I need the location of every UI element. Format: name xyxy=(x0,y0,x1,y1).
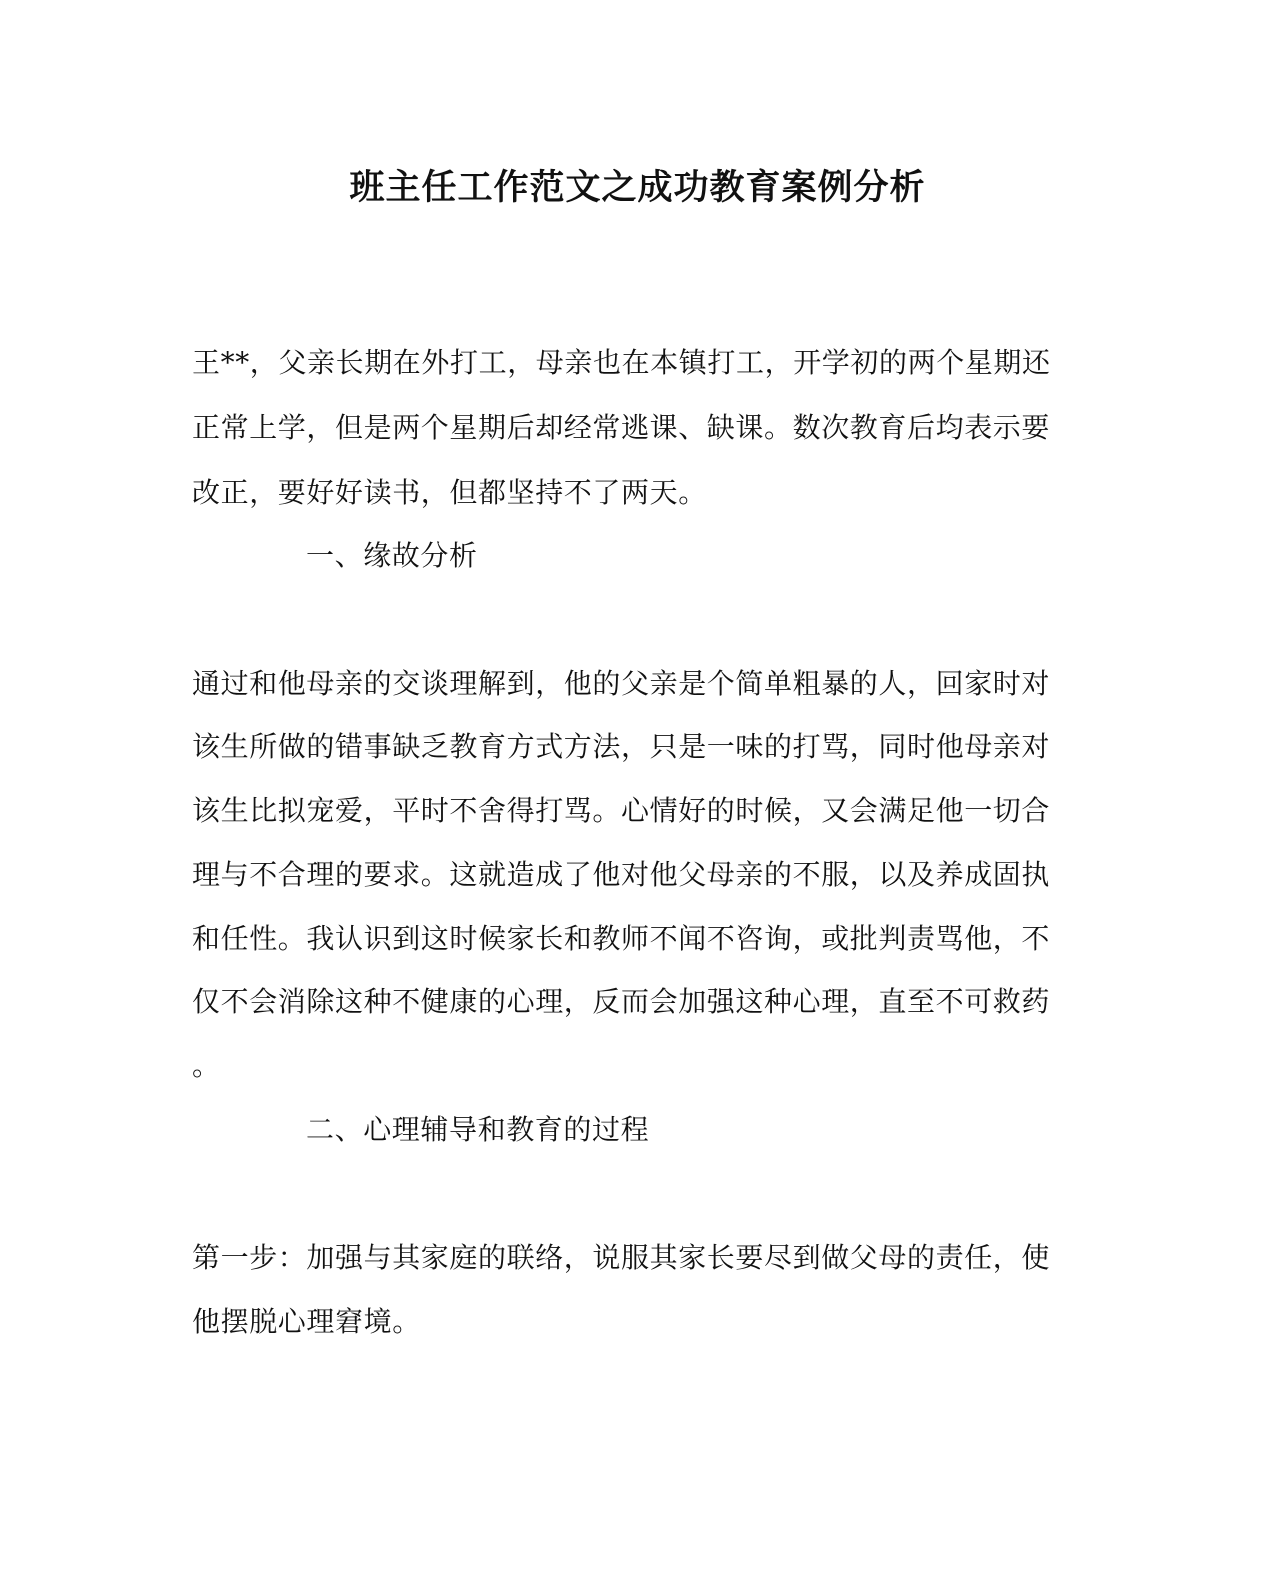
paragraph-3-line-1: 第一步：加强与其家庭的联络，说服其家长要尽到做父母的责任，使 xyxy=(192,1241,1051,1274)
paragraph-1-line-3: 改正，要好好读书，但都坚持不了两天。 xyxy=(192,476,707,509)
paragraph-2-line-7: 。 xyxy=(192,1049,221,1082)
document-title: 班主任工作范文之成功教育案例分析 xyxy=(349,167,926,208)
paragraph-2-line-2: 该生所做的错事缺乏教育方式方法，只是一味的打骂，同时他母亲对 xyxy=(192,730,1051,763)
section-heading-2: 二、心理辅导和教育的过程 xyxy=(306,1113,650,1146)
paragraph-2-line-5: 和任性。我认识到这时候家长和教师不闻不咨询，或批判责骂他，不 xyxy=(192,922,1051,955)
paragraph-2-line-6: 仅不会消除这种不健康的心理，反而会加强这种心理，直至不可救药 xyxy=(192,985,1051,1018)
paragraph-2-line-4: 理与不合理的要求。这就造成了他对他父母亲的不服，以及养成固执 xyxy=(192,858,1051,891)
paragraph-1-line-1: 王**，父亲长期在外打工，母亲也在本镇打工，开学初的两个星期还 xyxy=(192,346,1051,379)
paragraph-3-line-2: 他摆脱心理窘境。 xyxy=(192,1305,421,1338)
paragraph-2-line-3: 该生比拟宠爱，平时不舍得打骂。心情好的时候，又会满足他一切合 xyxy=(192,794,1051,827)
paragraph-2-line-1: 通过和他母亲的交谈理解到，他的父亲是个简单粗暴的人，回家时对 xyxy=(192,667,1051,700)
section-heading-1: 一、缘故分析 xyxy=(306,539,478,572)
paragraph-1-line-2: 正常上学，但是两个星期后却经常逃课、缺课。数次教育后均表示要 xyxy=(192,411,1051,444)
